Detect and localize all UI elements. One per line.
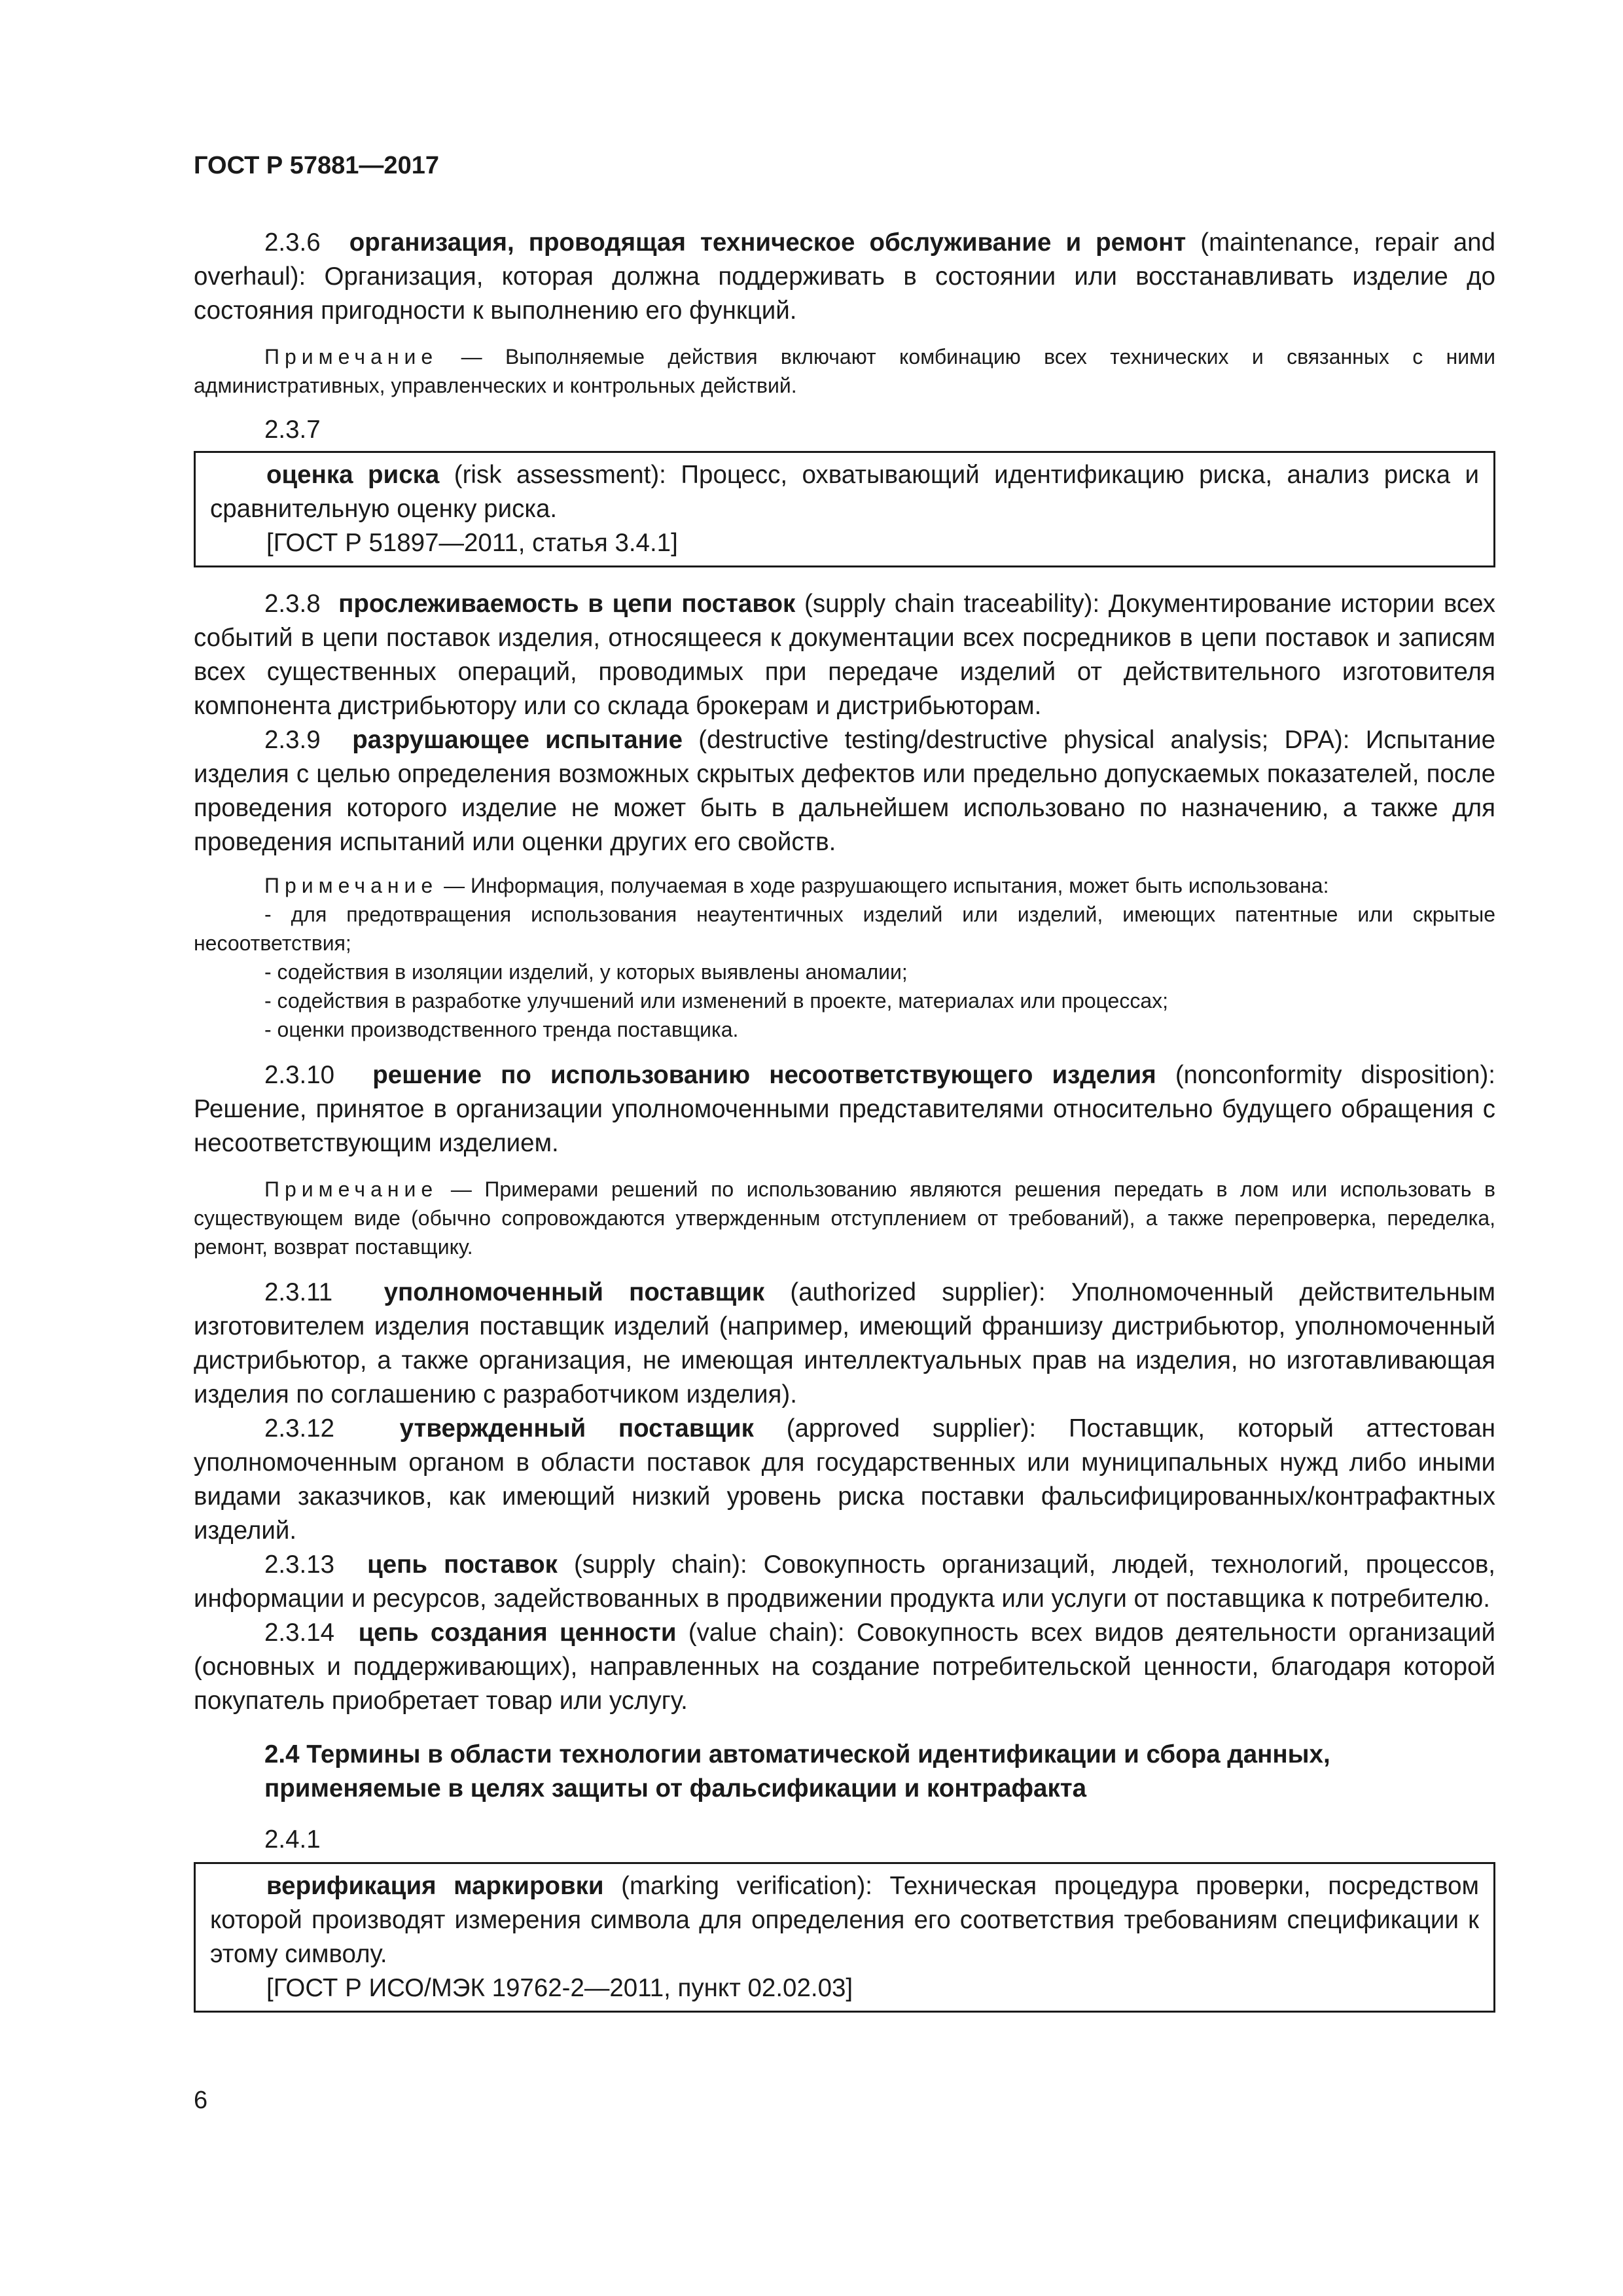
term-title: цепь создания ценности bbox=[358, 1619, 677, 1647]
term-2-3-8 bbox=[194, 587, 1495, 723]
document-body bbox=[194, 226, 1495, 2013]
term-definition: (supply chain): Совокупность организаций, людей, технологий, процессов, информации и ресурсов, задействованных в продвижении продукта или услуги от поставщика к потребителю. bbox=[194, 1551, 1495, 1613]
term-2-3-14 bbox=[194, 1616, 1495, 1718]
note-label: Примечание bbox=[264, 345, 438, 368]
term-definition: (authorized supplier): Уполномоченный действительным изготовителем изделия поставщик изделий (например, имеющий франшизу дистрибьютор, уполномоченный дистрибьютор, а также организация, не имеющая интеллектуальных прав на изделия, но изготавливающая изделия по соглашению с разработчиком изделия). bbox=[194, 1278, 1496, 1408]
term-title: оценка риска bbox=[266, 461, 440, 489]
term-definition: (maintenance, repair and overhaul): Организация, которая должна поддерживать в состоянии или восстанавливать изделие до состояния пригодности к выполнению его функций. bbox=[194, 228, 1495, 325]
note-2-3-10 bbox=[194, 1175, 1495, 1261]
section-heading-line: применяемые в целях защиты от фальсификации и контрафакта bbox=[264, 1774, 1086, 1803]
note-text: — Примерами решений по использованию являются решения передать в лом или использовать в существующем виде (обычно сопровождаются утвержденным отступлением от требований), а также перепроверка, переделка, ремонт, возврат поставщику. bbox=[194, 1177, 1496, 1259]
term-title: уполномоченный поставщик bbox=[383, 1278, 765, 1306]
term-2-3-10 bbox=[194, 1058, 1495, 1160]
note-text: — Информация, получаемая в ходе разрушающего испытания, может быть использована: bbox=[444, 874, 1329, 897]
term-number: 2.3.9 bbox=[264, 726, 321, 754]
note-list-item: - оценки производственного тренда поставщика. bbox=[264, 1018, 739, 1041]
term-number: 2.3.11 bbox=[264, 1278, 333, 1306]
note-list-item: - содействия в разработке улучшений или изменений в проекте, материалах или процессах; bbox=[264, 989, 1169, 1013]
term-2-4-1 bbox=[210, 1869, 1479, 1971]
term-reference: [ГОСТ Р ИСО/МЭК 19762-2—2011, пункт 02.02.03] bbox=[266, 1974, 853, 2002]
term-definition: (nonconformity disposition): Решение, принятое в организации уполномоченными представителями относительно будущего обращения с несоответствующим изделием. bbox=[194, 1061, 1495, 1157]
page-number: 6 bbox=[194, 2087, 208, 2114]
term-definition: (approved supplier): Поставщик, который аттестован уполномоченным органом в области поставок для государственных или муниципальных нужд либо иными видами заказчиков, как имеющий низкий уровень риска поставки фальсифицированных/контрафактных изделий. bbox=[194, 1414, 1496, 1545]
term-definition: (risk assessment): Процесс, охватывающий идентификацию риска, анализ риска и сравнительную оценку риска. bbox=[210, 461, 1479, 523]
term-2-3-7 bbox=[210, 458, 1479, 526]
term-2-3-9 bbox=[194, 723, 1495, 859]
term-definition: (supply chain traceability): Документирование истории всех событий в цепи поставок изделия, относящееся к документации всех посредников в цепи поставок и записям всех существенных операций, проводимых при передаче изделий от действительного изготовителя компонента дистрибьютору или со склада брокерам и дистрибьюторам. bbox=[194, 590, 1495, 720]
term-title: решение по использованию несоответствующего изделия bbox=[372, 1061, 1156, 1089]
term-number-2-3-7: 2.3.7 bbox=[264, 416, 321, 444]
term-box-2-4-1 bbox=[194, 1862, 1495, 2013]
term-box-2-3-7 bbox=[194, 451, 1495, 567]
term-2-3-12 bbox=[194, 1412, 1495, 1548]
term-number: 2.3.8 bbox=[264, 590, 321, 618]
term-number: 2.3.12 bbox=[264, 1414, 335, 1443]
note-list-item: - для предотвращения использования неаутентичных изделий или изделий, имеющих патентные или скрытые несоответствия; bbox=[194, 903, 1495, 955]
note-label: Примечание bbox=[264, 874, 438, 897]
term-title: утвержденный поставщик bbox=[399, 1414, 754, 1443]
term-number-2-4-1: 2.4.1 bbox=[264, 1825, 321, 1854]
term-title: разрушающее испытание bbox=[352, 726, 683, 754]
term-reference: [ГОСТ Р 51897—2011, статья 3.4.1] bbox=[266, 529, 678, 557]
term-definition: (value chain): Совокупность всех видов деятельности организаций (основных и поддерживающих), направленных на создание потребительской ценности, благодаря которой покупатель приобретает товар или услугу. bbox=[194, 1619, 1495, 1715]
term-number: 2.3.13 bbox=[264, 1551, 335, 1579]
term-2-3-11 bbox=[194, 1276, 1495, 1412]
term-2-3-13 bbox=[194, 1548, 1495, 1616]
section-heading-2-4 bbox=[194, 1738, 1495, 1806]
term-number: 2.3.14 bbox=[264, 1619, 335, 1647]
term-title: организация, проводящая техническое обслуживание и ремонт bbox=[349, 228, 1186, 257]
note-list-item: - содействия в изоляции изделий, у которых выявлены аномалии; bbox=[264, 960, 908, 984]
term-number: 2.3.10 bbox=[264, 1061, 335, 1089]
term-title: прослеживаемость в цепи поставок bbox=[338, 590, 796, 618]
note-2-3-9 bbox=[194, 871, 1495, 1044]
section-heading-line: 2.4 Термины в области технологии автоматической идентификации и сбора данных, bbox=[264, 1740, 1330, 1768]
term-definition: (destructive testing/destructive physical analysis; DPA): Испытание изделия с целью определения возможных скрытых дефектов или предельно допускаемых показателей, после проведения которого изделие не может быть в дальнейшем использовано по назначению, а также для проведения испытаний или оценки других его свойств. bbox=[194, 726, 1495, 856]
term-title: верификация маркировки bbox=[266, 1872, 604, 1900]
document-header: ГОСТ Р 57881—2017 bbox=[194, 152, 439, 179]
note-2-3-6 bbox=[194, 342, 1495, 400]
term-title: цепь поставок bbox=[367, 1551, 558, 1579]
note-text: — Выполняемые действия включают комбинацию всех технических и связанных с ними административных, управленческих и контрольных действий. bbox=[194, 345, 1496, 397]
note-label: Примечание bbox=[264, 1177, 438, 1201]
term-number: 2.3.6 bbox=[264, 228, 321, 257]
term-2-3-6 bbox=[194, 226, 1495, 328]
note-intro bbox=[194, 871, 1495, 900]
term-definition: (marking verification): Техническая процедура проверки, посредством которой производят измерения символа для определения его соответствия требованиям спецификации к этому символу. bbox=[210, 1872, 1479, 1968]
